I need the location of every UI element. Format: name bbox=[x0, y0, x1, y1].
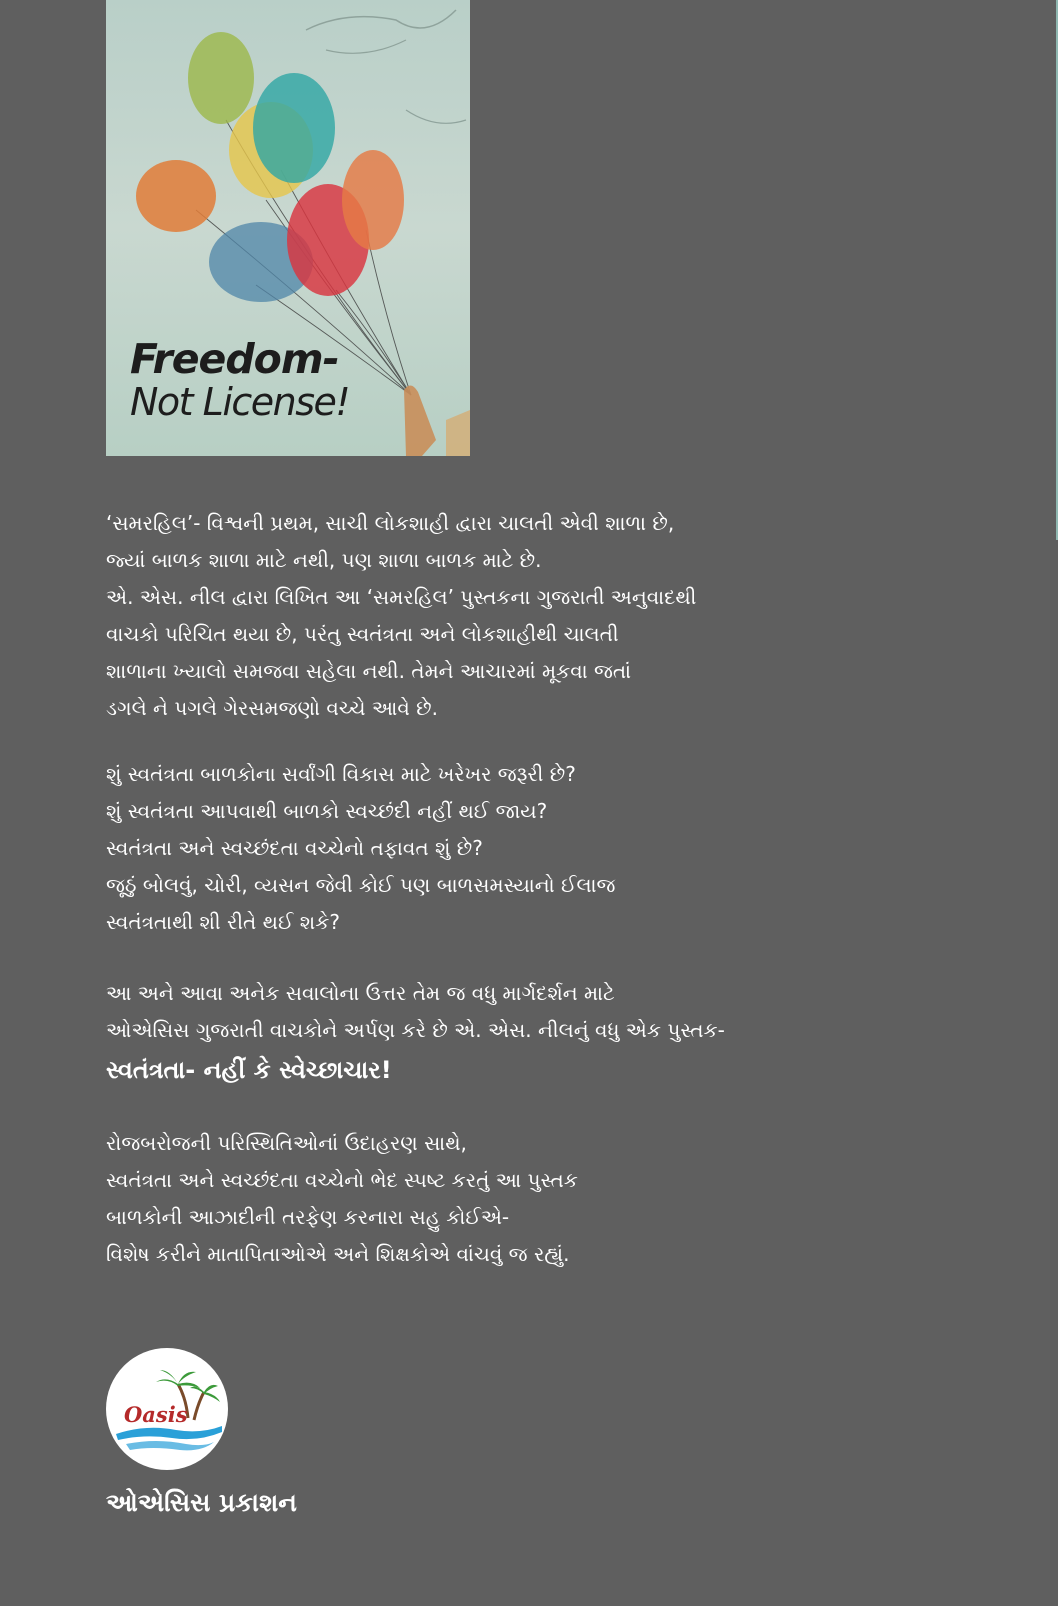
question-line: શું સ્વતંત્રતા બાળકોના સર્વાંગી વિકાસ માટે ખરેખર જરૂરી છે? bbox=[106, 762, 576, 786]
cover-title-line2: Not License! bbox=[130, 380, 350, 425]
book-title: સ્વતંત્રતા- નહીં કે સ્વેચ્છાચાર! bbox=[106, 1056, 392, 1084]
intro-line: વાચકો પરિચિત થયા છે, પરંતુ સ્વતંત્રતા અને લોકશાહીથી ચાલતી bbox=[106, 622, 619, 646]
intro-paragraph bbox=[106, 505, 806, 727]
cover-title bbox=[130, 337, 349, 424]
question-line: સ્વતંત્રતા અને સ્વચ્છંદતા વચ્ચેનો તફાવત શું છે? bbox=[106, 836, 483, 860]
logo-text: Oasis bbox=[124, 1402, 188, 1427]
intro-line: ડગલે ને પગલે ગેરસમજણો વચ્ચે આવે છે. bbox=[106, 696, 438, 720]
publisher-logo bbox=[106, 1348, 228, 1470]
cover-title-line1: Freedom- bbox=[130, 335, 339, 383]
questions-paragraph bbox=[106, 756, 806, 941]
intro-line: જ્યાં બાળક શાળા માટે નથી, પણ શાળા બાળક માટે છે. bbox=[106, 548, 542, 572]
offer-line: આ અને આવા અનેક સવાલોના ઉત્તર તેમ જ વધુ માર્ગદર્શન માટે bbox=[106, 981, 615, 1005]
offer-line: ઓએસિસ ગુજરાતી વાચકોને અર્પણ કરે છે એ. એસ. નીલનું વધુ એક પુસ્તક- bbox=[106, 1018, 725, 1042]
intro-line: ‘સમરહિલ’- વિશ્વની પ્રથમ, સાચી લોકશાહી દ્વારા ચાલતી એવી શાળા છે, bbox=[106, 511, 675, 535]
closing-line: વિશેષ કરીને માતાપિતાઓએ અને શિક્ષકોએ વાંચવું જ રહ્યું. bbox=[106, 1242, 570, 1266]
intro-line: એ. એસ. નીલ દ્વારા લિખિત આ ‘સમરહિલ’ પુસ્તકના ગુજરાતી અનુવાદથી bbox=[106, 585, 697, 609]
closing-line: બાળકોની આઝાદીની તરફેણ કરનારા સહુ કોઈએ- bbox=[106, 1205, 510, 1229]
offer-paragraph bbox=[106, 975, 806, 1049]
question-line: જૂઠું બોલવું, ચોરી, વ્યસન જેવી કોઈ પણ બાળસમસ્યાનો ઈલાજ bbox=[106, 873, 616, 897]
intro-line: શાળાના ખ્યાલો સમજવા સહેલા નથી. તેમને આચારમાં મૂકવા જતાં bbox=[106, 659, 632, 683]
closing-paragraph bbox=[106, 1125, 806, 1273]
question-line: સ્વતંત્રતાથી શી રીતે થઈ શકે? bbox=[106, 910, 340, 934]
question-line: શું સ્વતંત્રતા આપવાથી બાળકો સ્વચ્છંદી નહીં થઈ જાય? bbox=[106, 799, 548, 823]
closing-line: સ્વતંત્રતા અને સ્વચ્છંદતા વચ્ચેનો ભેદ સ્પષ્ટ કરતું આ પુસ્તક bbox=[106, 1168, 578, 1192]
cover-image bbox=[106, 0, 470, 456]
closing-line: રોજબરોજની પરિસ્થિતિઓનાં ઉદાહરણ સાથે, bbox=[106, 1131, 467, 1155]
publisher-name: ઓએસિસ પ્રકાશન bbox=[106, 1488, 297, 1517]
